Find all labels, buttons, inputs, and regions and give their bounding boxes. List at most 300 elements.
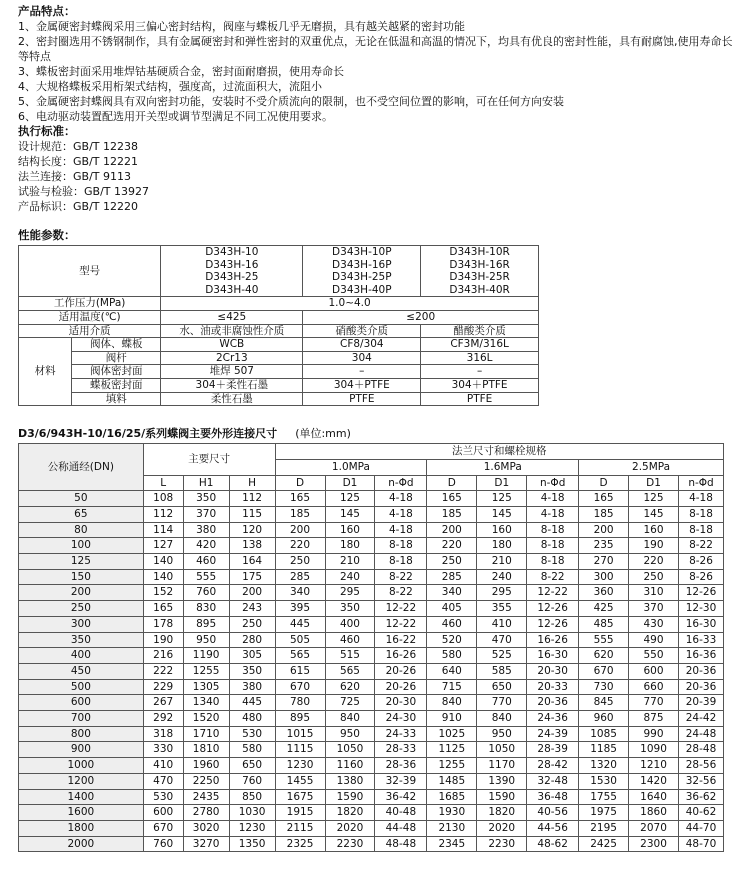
table-cell: 2325	[275, 836, 325, 852]
features-list	[18, 19, 738, 124]
table-cell: 350	[229, 663, 275, 679]
table-cell: 28-36	[375, 758, 427, 774]
dn-cell: 2000	[19, 836, 144, 852]
table-cell: 760	[183, 585, 229, 601]
dn-cell: 450	[19, 663, 144, 679]
table-cell: 4-18	[375, 491, 427, 507]
table-row	[19, 836, 724, 852]
table-row	[19, 392, 539, 406]
table-cell: 830	[183, 601, 229, 617]
table-cell: 650	[477, 679, 527, 695]
table-cell: 340	[427, 585, 477, 601]
table-cell: 1520	[183, 711, 229, 727]
table-cell: 380	[183, 522, 229, 538]
table-cell: 485	[579, 616, 629, 632]
table-row	[19, 491, 724, 507]
table-cell: 12-26	[527, 616, 579, 632]
table-cell: 650	[229, 758, 275, 774]
table-cell: 565	[275, 648, 325, 664]
table-cell: 280	[229, 632, 275, 648]
table-cell: 1530	[579, 773, 629, 789]
table-cell: 1485	[427, 773, 477, 789]
table-cell: 2230	[325, 836, 375, 852]
material-value: 堆焊 507	[161, 365, 303, 379]
table-cell: 145	[325, 506, 375, 522]
table-cell: 160	[477, 522, 527, 538]
table-cell: 12-22	[527, 585, 579, 601]
table-cell: 1050	[325, 742, 375, 758]
table-cell: 250	[629, 569, 679, 585]
table-cell: 405	[427, 601, 477, 617]
temp-label: 适用温度(℃)	[19, 310, 161, 324]
table-cell: 164	[229, 554, 275, 570]
table-cell: 48-62	[527, 836, 579, 852]
dimensions-title-text: D3/6/943H-10/16/25/系列蝶阀主要外形连接尺寸	[18, 427, 278, 441]
table-row	[19, 297, 539, 311]
dn-cell: 1400	[19, 789, 144, 805]
dimensions-body	[19, 491, 724, 852]
material-value: –	[303, 365, 421, 379]
table-cell: 145	[629, 506, 679, 522]
table-cell: 1590	[477, 789, 527, 805]
table-cell: 20-30	[527, 663, 579, 679]
table-cell: 127	[143, 538, 183, 554]
dn-cell: 1600	[19, 805, 144, 821]
table-cell: 222	[143, 663, 183, 679]
table-cell: 520	[427, 632, 477, 648]
table-row	[19, 773, 724, 789]
dn-cell: 900	[19, 742, 144, 758]
table-cell: 1230	[275, 758, 325, 774]
table-cell: 1210	[629, 758, 679, 774]
material-value: –	[421, 365, 539, 379]
pressure-value: 1.0~4.0	[161, 297, 539, 311]
table-cell: 470	[143, 773, 183, 789]
table-cell: 250	[275, 554, 325, 570]
table-cell: 36-42	[375, 789, 427, 805]
table-cell: 2230	[477, 836, 527, 852]
table-cell: 40-62	[679, 805, 724, 821]
table-cell: 420	[183, 538, 229, 554]
table-cell: 305	[229, 648, 275, 664]
dn-cell: 150	[19, 569, 144, 585]
table-cell: 12-22	[375, 616, 427, 632]
table-cell: 16-22	[375, 632, 427, 648]
table-row	[19, 378, 539, 392]
table-cell: 40-56	[527, 805, 579, 821]
table-cell: 125	[325, 491, 375, 507]
table-cell: 190	[629, 538, 679, 554]
table-cell: 1390	[477, 773, 527, 789]
table-cell: 2020	[477, 821, 527, 837]
material-value: 柔性石墨	[161, 392, 303, 406]
performance-table	[18, 245, 539, 406]
dn-cell: 65	[19, 506, 144, 522]
material-part: 阀体、蝶板	[72, 338, 161, 352]
table-cell: 165	[427, 491, 477, 507]
table-cell: 28-33	[375, 742, 427, 758]
table-cell: 1960	[183, 758, 229, 774]
pressure-header: 1.6MPa	[427, 459, 579, 475]
table-cell: 28-56	[679, 758, 724, 774]
model-group-cell: D343H-10R D343H-16R D343H-25R D343H-40R	[421, 246, 539, 297]
table-cell: 555	[183, 569, 229, 585]
table-cell: 28-48	[679, 742, 724, 758]
table-cell: 8-18	[527, 538, 579, 554]
table-cell: 350	[325, 601, 375, 617]
table-cell: 1085	[579, 726, 629, 742]
table-cell: 178	[143, 616, 183, 632]
table-row	[19, 648, 724, 664]
table-cell: 715	[427, 679, 477, 695]
table-cell: 1380	[325, 773, 375, 789]
table-cell: 480	[229, 711, 275, 727]
table-cell: 780	[275, 695, 325, 711]
table-cell: 220	[275, 538, 325, 554]
table-cell: 555	[579, 632, 629, 648]
column-header: D1	[629, 475, 679, 491]
material-value: 304＋PTFE	[303, 378, 421, 392]
table-cell: 8-26	[679, 554, 724, 570]
table-cell: 1590	[325, 789, 375, 805]
table-cell: 2115	[275, 821, 325, 837]
table-cell: 410	[143, 758, 183, 774]
table-cell: 8-22	[679, 538, 724, 554]
table-cell: 32-56	[679, 773, 724, 789]
table-cell: 950	[477, 726, 527, 742]
table-cell: 285	[427, 569, 477, 585]
feature-item: 4、大规格蝶板采用桁架式结构，强度高，过流面积大，流阻小	[18, 80, 322, 93]
table-cell: 44-56	[527, 821, 579, 837]
table-cell: 470	[477, 632, 527, 648]
table-cell: 4-18	[375, 522, 427, 538]
dn-cell: 600	[19, 695, 144, 711]
table-cell: 12-26	[679, 585, 724, 601]
table-cell: 840	[477, 711, 527, 727]
standard-item: 法兰连接：GB/T 9113	[18, 170, 131, 183]
table-cell: 1030	[229, 805, 275, 821]
column-header: D1	[477, 475, 527, 491]
table-cell: 1305	[183, 679, 229, 695]
table-cell: 12-22	[375, 601, 427, 617]
table-cell: 1090	[629, 742, 679, 758]
table-cell: 2345	[427, 836, 477, 852]
table-cell: 190	[143, 632, 183, 648]
table-cell: 600	[629, 663, 679, 679]
table-cell: 1675	[275, 789, 325, 805]
table-cell: 125	[629, 491, 679, 507]
table-cell: 48-48	[375, 836, 427, 852]
table-cell: 875	[629, 711, 679, 727]
table-cell: 770	[477, 695, 527, 711]
table-cell: 300	[579, 569, 629, 585]
table-row	[19, 663, 724, 679]
table-row	[19, 554, 724, 570]
table-cell: 840	[427, 695, 477, 711]
material-value: WCB	[161, 338, 303, 352]
table-cell: 210	[325, 554, 375, 570]
material-value: CF3M/316L	[421, 338, 539, 352]
table-row	[19, 805, 724, 821]
table-cell: 20-33	[527, 679, 579, 695]
table-cell: 20-36	[679, 663, 724, 679]
table-cell: 2780	[183, 805, 229, 821]
medium-value: 硝酸类介质	[303, 324, 421, 338]
column-header: n-Φd	[375, 475, 427, 491]
table-row	[19, 538, 724, 554]
table-cell: 410	[477, 616, 527, 632]
table-cell: 16-30	[679, 616, 724, 632]
table-cell: 185	[579, 506, 629, 522]
table-cell: 20-30	[375, 695, 427, 711]
table-cell: 8-18	[375, 538, 427, 554]
table-cell: 895	[275, 711, 325, 727]
table-cell: 8-26	[679, 569, 724, 585]
table-row	[19, 632, 724, 648]
table-cell: 460	[325, 632, 375, 648]
table-cell: 120	[229, 522, 275, 538]
table-cell: 1915	[275, 805, 325, 821]
table-cell: 490	[629, 632, 679, 648]
table-cell: 670	[579, 663, 629, 679]
table-row	[19, 742, 724, 758]
table-cell: 3020	[183, 821, 229, 837]
table-cell: 960	[579, 711, 629, 727]
table-row	[19, 679, 724, 695]
table-cell: 1230	[229, 821, 275, 837]
table-cell: 267	[143, 695, 183, 711]
dn-cell: 350	[19, 632, 144, 648]
table-cell: 24-39	[527, 726, 579, 742]
standard-item: 设计规范：GB/T 12238	[18, 140, 138, 153]
table-cell: 430	[629, 616, 679, 632]
table-cell: 220	[427, 538, 477, 554]
material-part: 阀体密封面	[72, 365, 161, 379]
dimensions-title	[18, 426, 738, 441]
table-cell: 730	[579, 679, 629, 695]
table-cell: 185	[275, 506, 325, 522]
table-cell: 670	[143, 821, 183, 837]
table-cell: 16-26	[375, 648, 427, 664]
table-cell: 530	[143, 789, 183, 805]
material-value: PTFE	[303, 392, 421, 406]
table-cell: 229	[143, 679, 183, 695]
table-cell: 330	[143, 742, 183, 758]
table-cell: 400	[325, 616, 375, 632]
table-cell: 20-26	[375, 679, 427, 695]
dn-cell: 1000	[19, 758, 144, 774]
material-part: 阀杆	[72, 351, 161, 365]
standards-title: 执行标准：	[18, 124, 76, 138]
material-part: 填料	[72, 392, 161, 406]
table-cell: 770	[629, 695, 679, 711]
medium-value: 醋酸类介质	[421, 324, 539, 338]
dimensions-unit: (单位:mm)	[295, 427, 351, 441]
table-row	[19, 758, 724, 774]
table-cell: 243	[229, 601, 275, 617]
table-cell: 24-42	[679, 711, 724, 727]
table-cell: 112	[143, 506, 183, 522]
material-value: 2Cr13	[161, 351, 303, 365]
table-cell: 292	[143, 711, 183, 727]
table-row	[19, 711, 724, 727]
flange-header: 法兰尺寸和螺栓规格	[275, 444, 723, 460]
table-cell: 550	[629, 648, 679, 664]
table-cell: 1125	[427, 742, 477, 758]
table-cell: 295	[477, 585, 527, 601]
table-cell: 16-33	[679, 632, 724, 648]
table-cell: 1340	[183, 695, 229, 711]
table-cell: 1320	[579, 758, 629, 774]
table-row	[19, 310, 539, 324]
table-cell: 200	[427, 522, 477, 538]
table-cell: 165	[143, 601, 183, 617]
table-cell: 48-70	[679, 836, 724, 852]
table-row	[19, 338, 539, 352]
pressure-header: 1.0MPa	[275, 459, 427, 475]
table-cell: 370	[183, 506, 229, 522]
table-cell: 8-18	[679, 506, 724, 522]
dn-cell: 125	[19, 554, 144, 570]
table-row	[19, 601, 724, 617]
dn-cell: 800	[19, 726, 144, 742]
table-cell: 2435	[183, 789, 229, 805]
table-cell: 425	[579, 601, 629, 617]
table-cell: 845	[579, 695, 629, 711]
table-cell: 3270	[183, 836, 229, 852]
table-cell: 380	[229, 679, 275, 695]
column-header: H1	[183, 475, 229, 491]
table-cell: 185	[427, 506, 477, 522]
table-cell: 8-22	[527, 569, 579, 585]
pressure-header: 2.5MPa	[579, 459, 724, 475]
table-cell: 1185	[579, 742, 629, 758]
table-row	[19, 246, 539, 297]
table-cell: 950	[325, 726, 375, 742]
standard-item: 产品标识：GB/T 12220	[18, 200, 138, 213]
table-cell: 310	[629, 585, 679, 601]
table-cell: 160	[325, 522, 375, 538]
table-cell: 44-48	[375, 821, 427, 837]
table-cell: 370	[629, 601, 679, 617]
table-cell: 1455	[275, 773, 325, 789]
table-cell: 505	[275, 632, 325, 648]
table-cell: 395	[275, 601, 325, 617]
table-cell: 4-18	[375, 506, 427, 522]
table-cell: 1685	[427, 789, 477, 805]
table-cell: 270	[579, 554, 629, 570]
table-cell: 1190	[183, 648, 229, 664]
table-cell: 910	[427, 711, 477, 727]
column-header: n-Φd	[679, 475, 724, 491]
table-cell: 24-36	[527, 711, 579, 727]
table-cell: 445	[275, 616, 325, 632]
table-cell: 4-18	[527, 506, 579, 522]
table-cell: 295	[325, 585, 375, 601]
column-header: D	[427, 475, 477, 491]
table-cell: 40-48	[375, 805, 427, 821]
model-group-cell: D343H-10P D343H-16P D343H-25P D343H-40P	[303, 246, 421, 297]
table-cell: 8-18	[679, 522, 724, 538]
table-cell: 850	[229, 789, 275, 805]
table-cell: 355	[477, 601, 527, 617]
table-cell: 16-36	[679, 648, 724, 664]
table-cell: 112	[229, 491, 275, 507]
table-row	[19, 506, 724, 522]
pressure-label: 工作压力(MPa)	[19, 297, 161, 311]
table-cell: 145	[477, 506, 527, 522]
table-cell: 1255	[183, 663, 229, 679]
table-cell: 285	[275, 569, 325, 585]
table-cell: 2130	[427, 821, 477, 837]
table-cell: 1810	[183, 742, 229, 758]
table-cell: 1255	[427, 758, 477, 774]
material-value: 304＋PTFE	[421, 378, 539, 392]
table-cell: 12-30	[679, 601, 724, 617]
table-cell: 580	[229, 742, 275, 758]
standard-item: 试验与检验：GB/T 13927	[18, 185, 149, 198]
dn-cell: 250	[19, 601, 144, 617]
table-row	[19, 726, 724, 742]
table-cell: 152	[143, 585, 183, 601]
temp-value: ≤200	[303, 310, 539, 324]
table-cell: 515	[325, 648, 375, 664]
table-cell: 140	[143, 554, 183, 570]
table-cell: 1170	[477, 758, 527, 774]
table-cell: 1820	[477, 805, 527, 821]
table-cell: 1115	[275, 742, 325, 758]
table-row	[19, 444, 724, 460]
table-cell: 1420	[629, 773, 679, 789]
feature-item: 1、金属硬密封蝶阀采用三偏心密封结构，阀座与蝶板几乎无磨损，具有越关越紧的密封功能	[18, 20, 465, 33]
column-header: D1	[325, 475, 375, 491]
table-cell: 24-33	[375, 726, 427, 742]
table-cell: 615	[275, 663, 325, 679]
table-cell: 250	[229, 616, 275, 632]
table-cell: 460	[427, 616, 477, 632]
table-cell: 4-18	[527, 491, 579, 507]
table-cell: 1350	[229, 836, 275, 852]
table-cell: 990	[629, 726, 679, 742]
table-cell: 1160	[325, 758, 375, 774]
table-row	[19, 522, 724, 538]
standards-list	[18, 139, 738, 214]
table-cell: 32-48	[527, 773, 579, 789]
table-cell: 114	[143, 522, 183, 538]
table-cell: 1860	[629, 805, 679, 821]
material-part: 蝶板密封面	[72, 378, 161, 392]
table-cell: 115	[229, 506, 275, 522]
table-cell: 8-18	[527, 554, 579, 570]
table-cell: 200	[229, 585, 275, 601]
material-value: PTFE	[421, 392, 539, 406]
table-cell: 1975	[579, 805, 629, 821]
table-cell: 12-26	[527, 601, 579, 617]
table-cell: 530	[229, 726, 275, 742]
features-title: 产品特点：	[18, 4, 76, 18]
table-cell: 160	[629, 522, 679, 538]
table-cell: 175	[229, 569, 275, 585]
table-cell: 138	[229, 538, 275, 554]
table-row	[19, 585, 724, 601]
table-row	[19, 616, 724, 632]
table-row	[19, 695, 724, 711]
column-header: n-Φd	[527, 475, 579, 491]
temp-value: ≤425	[161, 310, 303, 324]
dn-cell: 50	[19, 491, 144, 507]
table-cell: 28-39	[527, 742, 579, 758]
table-cell: 108	[143, 491, 183, 507]
